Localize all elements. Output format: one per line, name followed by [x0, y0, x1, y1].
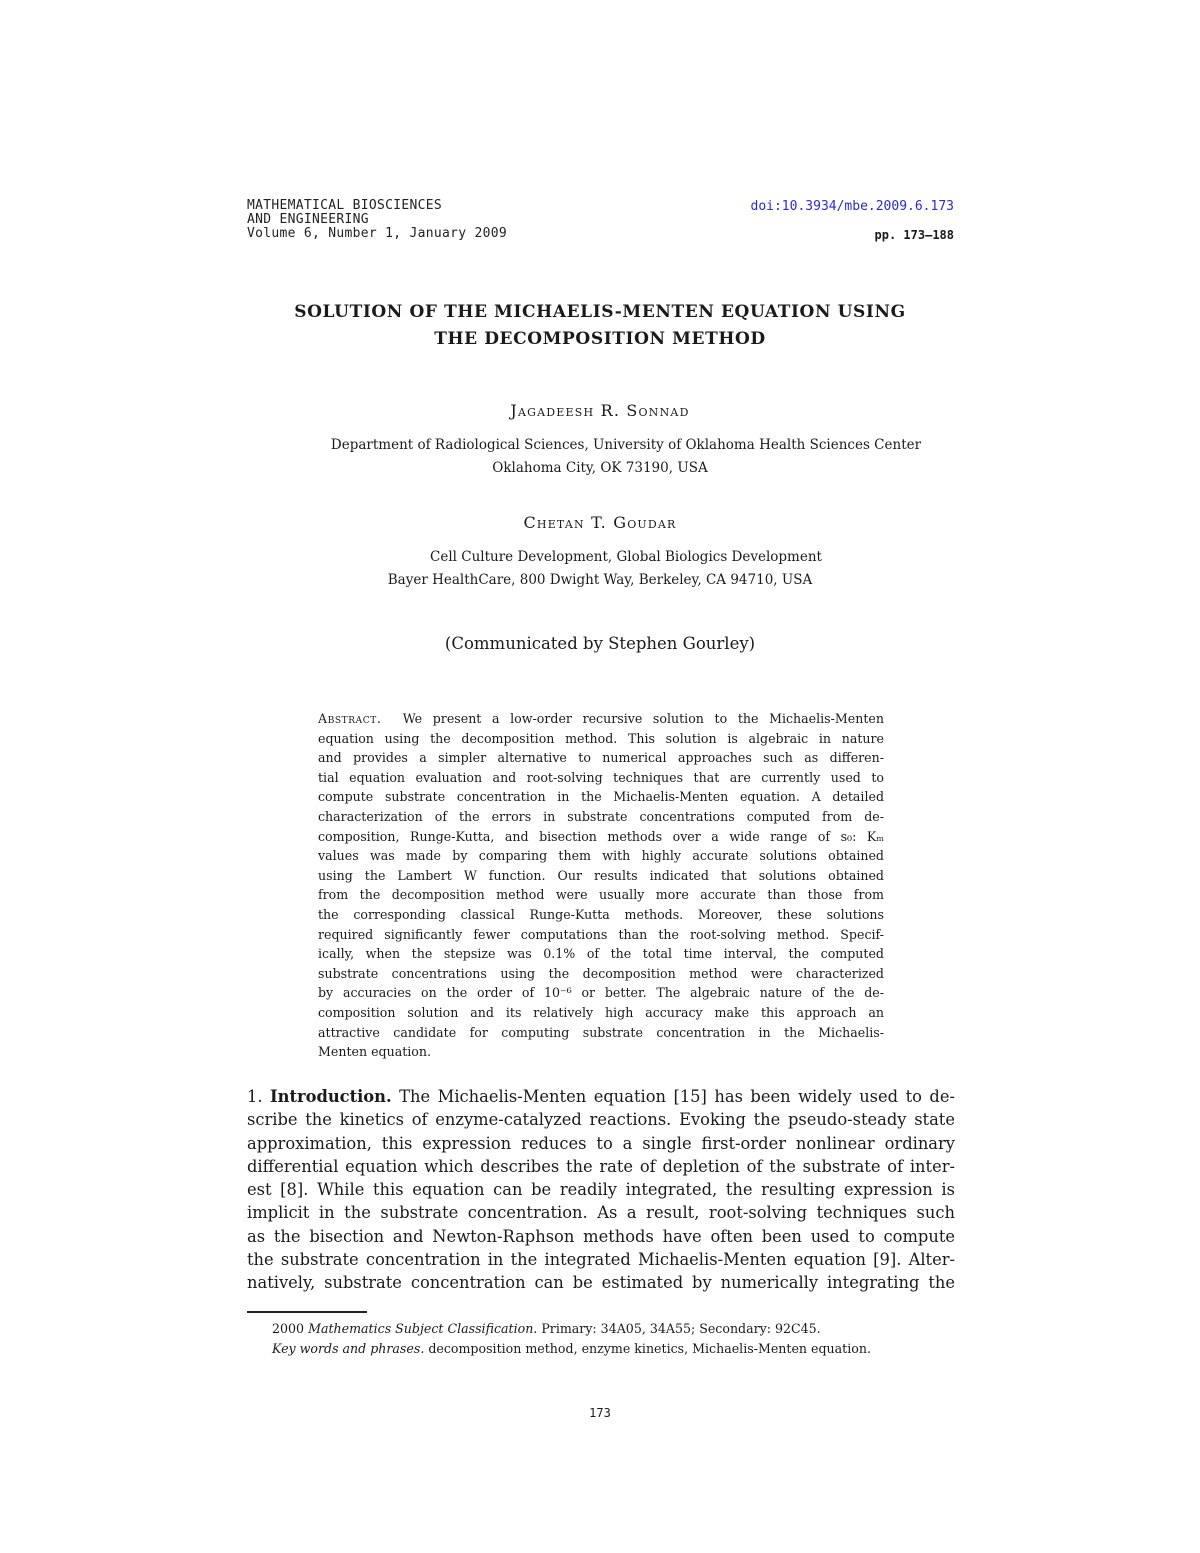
- abstract-line: equation using the decomposition method. This solution is algebraic in nature: [318, 730, 884, 746]
- body-line: the substrate concentration in the integrated Michaelis-Menten equation [9]. Alter-: [247, 1250, 955, 1270]
- keywords-label: Key words and phrases.: [272, 1341, 425, 1356]
- footnote-rule: [247, 1311, 367, 1313]
- body-line: as the bisection and Newton-Raphson methods have often been used to compute: [247, 1226, 955, 1246]
- author-affiliation-line2: Bayer HealthCare, 800 Dwight Way, Berkeley, CA 94710, USA: [387, 572, 813, 588]
- abstract-line: attractive candidate for computing substrate concentration in the Michaelis-: [318, 1024, 884, 1040]
- abstract-line: substrate concentrations using the decomposition method were characterized: [318, 965, 884, 981]
- page-number: 173: [589, 1406, 611, 1420]
- body-line: est [8]. While this equation can be readily integrated, the resulting expression is: [247, 1180, 955, 1200]
- body-line: differential equation which describes the rate of depletion of the substrate of inter-: [247, 1156, 955, 1176]
- abstract-label: Abstract.: [318, 711, 382, 726]
- journal-name-line2: AND ENGINEERING: [247, 212, 369, 227]
- body-line: approximation, this expression reduces to a single first-order nonlinear ordinary: [247, 1133, 955, 1153]
- body-line: implicit in the substrate concentration. As a result, root-solving techniques such: [247, 1203, 955, 1223]
- abstract-line: Menten equation.: [318, 1044, 432, 1060]
- abstract-line: from the decomposition method were usually more accurate than those from: [318, 887, 884, 903]
- msc-label: Mathematics Subject Classification.: [308, 1321, 538, 1336]
- abstract-line: composition, Runge-Kutta, and bisection methods over a wide range of s₀: Kₘ: [318, 828, 884, 844]
- msc-year: 2000: [272, 1321, 305, 1336]
- paper-title-line2: THE DECOMPOSITION METHOD: [434, 329, 766, 349]
- msc-text: Primary: 34A05, 34A55; Secondary: 92C45.: [541, 1321, 821, 1336]
- abstract-line: by accuracies on the order of 10⁻⁶ or better. The algebraic nature of the de-: [318, 985, 884, 1001]
- body-line: natively, substrate concentration can be estimated by numerically integrating the: [247, 1273, 955, 1293]
- doi-link[interactable]: doi:10.3934/mbe.2009.6.173: [750, 199, 954, 214]
- author-name: Jagadeesh R. Sonnad: [510, 401, 690, 420]
- section-number: 1.: [247, 1087, 263, 1106]
- author-affiliation-line1: Department of Radiological Sciences, University of Oklahoma Health Sciences Center: [330, 437, 922, 453]
- communicated-by: (Communicated by Stephen Gourley): [444, 634, 756, 653]
- body-line: scribe the kinetics of enzyme-catalyzed reactions. Evoking the pseudo-steady state: [247, 1110, 955, 1130]
- section-heading: Introduction.: [270, 1087, 392, 1106]
- abstract-line: and provides a simpler alternative to numerical approaches such as differen-: [318, 750, 884, 766]
- journal-name-line1: MATHEMATICAL BIOSCIENCES: [247, 198, 443, 213]
- abstract: [318, 709, 884, 1062]
- abstract-line: composition solution and its relatively high accuracy make this approach an: [318, 1004, 884, 1020]
- abstract-line: We present a low-order recursive solution to the Michaelis-Menten: [402, 711, 884, 726]
- introduction-section: [247, 1085, 955, 1295]
- page-range: pp. 173–188: [874, 228, 954, 242]
- abstract-line: the corresponding classical Runge-Kutta methods. Moreover, these solutions: [318, 906, 884, 922]
- abstract-line: required significantly fewer computations than the root-solving method. Specif-: [318, 926, 884, 942]
- footnote-keywords: [272, 1339, 871, 1359]
- abstract-line: compute substrate concentration in the Michaelis-Menten equation. A detailed: [318, 789, 884, 805]
- author-affiliation-line2: Oklahoma City, OK 73190, USA: [492, 460, 708, 476]
- abstract-line: values was made by comparing them with highly accurate solutions obtained: [318, 848, 884, 864]
- abstract-line: tial equation evaluation and root-solving techniques that are currently used to: [318, 769, 884, 785]
- footnote-msc: [272, 1319, 821, 1339]
- abstract-line: characterization of the errors in substrate concentrations computed from de-: [318, 808, 884, 824]
- abstract-line: ically, when the stepsize was 0.1% of the total time interval, the computed: [318, 946, 884, 962]
- journal-volume: Volume 6, Number 1, January 2009: [247, 226, 508, 241]
- keywords-text: decomposition method, enzyme kinetics, Michaelis-Menten equation.: [428, 1341, 871, 1356]
- paper-title-line1: SOLUTION OF THE MICHAELIS-MENTEN EQUATION USING: [294, 302, 906, 322]
- abstract-line: using the Lambert W function. Our results indicated that solutions obtained: [318, 867, 884, 883]
- author-affiliation-line1: Cell Culture Development, Global Biologics Development: [430, 549, 822, 565]
- author-name: Chetan T. Goudar: [523, 513, 677, 532]
- body-line: The Michaelis-Menten equation [15] has been widely used to de-: [399, 1087, 955, 1106]
